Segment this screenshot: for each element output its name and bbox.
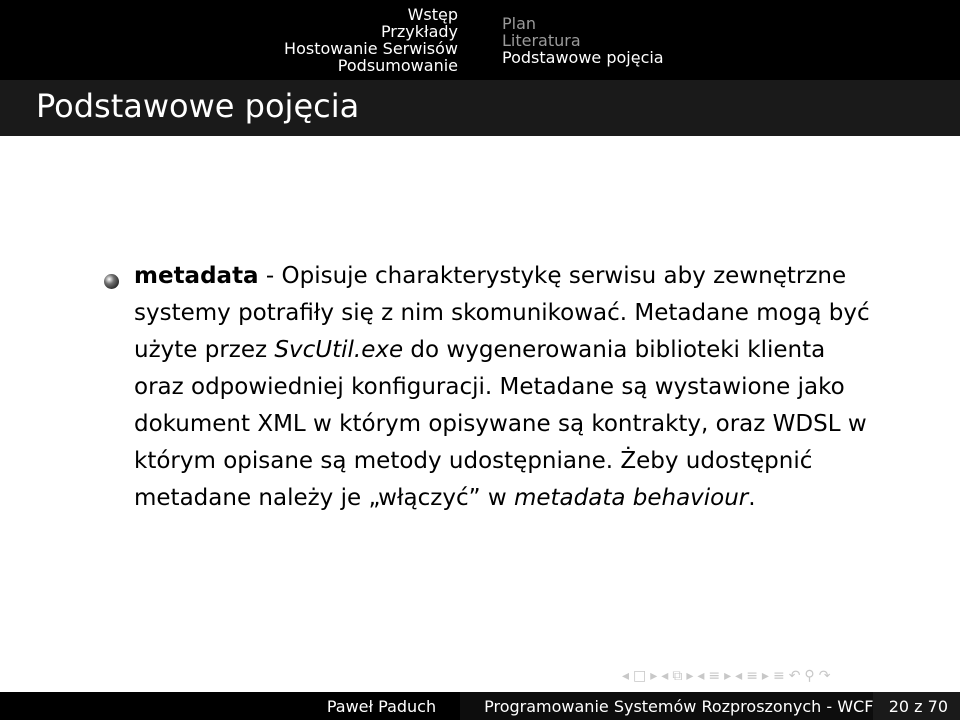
subsection-link-podstawowe-pojecia[interactable]: Podstawowe pojęcia (502, 47, 664, 67)
text-part2: do wygenerowania biblioteki klienta oraz odpowiedniej konfiguracji. Metadane są wystawione jako dokument XML w którym opisywane są kontrakty, oraz WDSL w którym opisane są metody udostępniane. Żeby udostępnić metadane należy je „włączyć” w (134, 337, 867, 511)
section-link-podsumowanie[interactable]: Podsumowanie (337, 56, 458, 75)
nav-frame-icon[interactable]: □ (633, 668, 647, 684)
text-end: . (748, 485, 756, 511)
section-link-wstep[interactable]: Wstęp (407, 5, 458, 24)
frame-title-bar (0, 80, 960, 136)
nav-next-section-icon[interactable]: ▸ (724, 668, 732, 684)
beamer-nav-symbols (622, 668, 830, 684)
footer-author: Paweł Paduch (0, 692, 460, 720)
nav-forward-icon[interactable]: ↷ (818, 668, 831, 684)
bullet-text (134, 258, 876, 517)
section-link-hostowanie[interactable]: Hostowanie Serwisów (284, 39, 458, 58)
nav-prev-subsection-icon[interactable]: ◂ (661, 668, 669, 684)
nav-next-part-icon[interactable]: ▸ (761, 668, 769, 684)
subsection-link-plan[interactable]: Plan (502, 13, 537, 33)
subsection-nav (474, 0, 960, 80)
frame-title: Podstawowe pojęcia (36, 87, 360, 125)
nav-search-icon[interactable]: ⚲ (804, 668, 815, 684)
text-part1: - Opisuje charakterystykę serwisu aby zewnętrzne systemy potrafiły się z nim skomunikować. Metadane mogą być użyte przez (134, 263, 870, 363)
nav-prev-frame-icon[interactable]: ◂ (622, 668, 630, 684)
footer-title: Programowanie Systemów Rozproszonych - WCF (460, 692, 873, 720)
nav-subsection-icon[interactable]: ⧉ (672, 668, 683, 684)
nav-prev-section-icon[interactable]: ◂ (697, 668, 705, 684)
headline-bar (0, 0, 960, 80)
nav-next-frame-icon[interactable]: ▸ (650, 668, 658, 684)
nav-back-icon[interactable]: ↶ (788, 668, 801, 684)
term-metadata: metadata (134, 263, 259, 289)
section-nav (0, 0, 474, 80)
nav-prev-part-icon[interactable]: ◂ (735, 668, 743, 684)
svcutil-name: SvcUtil.exe (274, 337, 404, 363)
footline (0, 692, 960, 720)
section-link-przyklady[interactable]: Przykłady (380, 22, 458, 41)
nav-appendix-icon[interactable]: ≡ (772, 668, 785, 684)
nav-section-icon[interactable]: ≡ (708, 668, 721, 684)
nav-next-subsection-icon[interactable]: ▸ (686, 668, 694, 684)
footer-page-number: 20 z 70 (873, 692, 960, 720)
subsection-link-literatura[interactable]: Literatura (502, 30, 581, 50)
bullet-icon (104, 274, 119, 289)
nav-part-icon[interactable]: ≡ (746, 668, 758, 684)
behaviour-name: metadata behaviour (513, 485, 749, 511)
slide-content (96, 258, 876, 517)
